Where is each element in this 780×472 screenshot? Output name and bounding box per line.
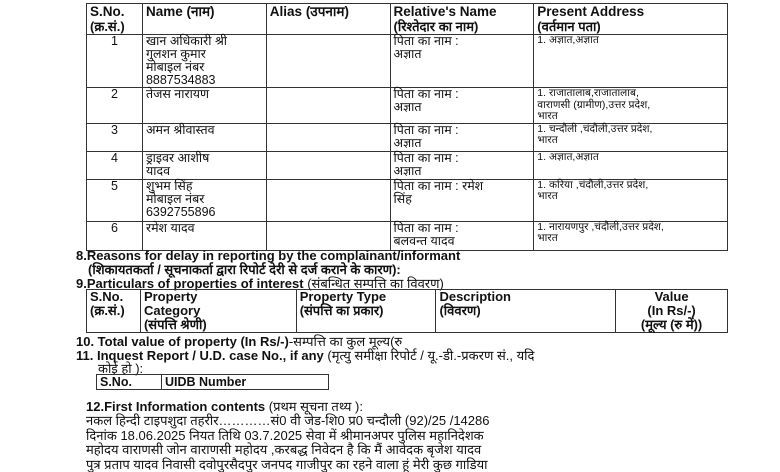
accused-relative-line: सिंह bbox=[394, 193, 531, 206]
accused-sno: 3 bbox=[87, 123, 143, 151]
accused-table bbox=[86, 3, 728, 251]
accused-address-line: भारत bbox=[537, 191, 724, 203]
section10-title bbox=[76, 334, 402, 349]
accused-name-line: मोबाइल नंबर bbox=[146, 61, 263, 74]
accused-sno: 2 bbox=[87, 88, 143, 124]
accused-name bbox=[142, 221, 266, 250]
accused-name-line: गुलशन कुमार bbox=[146, 48, 263, 61]
accused-address-line: वाराणसी (ग्रामीण),उत्तर प्रदेश, bbox=[537, 100, 724, 112]
prop-header-description-line: Description bbox=[439, 290, 612, 304]
accused-name-line: तेजस नारायण bbox=[146, 88, 263, 101]
accused-address bbox=[534, 123, 728, 151]
accused-address-line: भारत bbox=[537, 233, 724, 245]
accused-address bbox=[534, 151, 728, 179]
accused-relative-line: पिता का नाम : bbox=[394, 152, 531, 165]
prop-header-sno-line: (क्र.सं.) bbox=[90, 304, 137, 318]
accused-address-line: भारत bbox=[537, 135, 724, 147]
inquest-table-header bbox=[97, 375, 329, 390]
accused-relative bbox=[390, 35, 534, 88]
section11-title-en: 11. Inquest Report / U.D. case No., if any bbox=[76, 348, 324, 363]
section10-title-hi: -सम्पत्ति का कुल मूल्य(रु bbox=[289, 334, 402, 349]
section11-title bbox=[76, 348, 736, 363]
accused-relative bbox=[390, 179, 534, 221]
accused-name-line: ड्राइवर आशीष bbox=[146, 152, 263, 165]
prop-header-sno bbox=[87, 290, 141, 333]
accused-relative bbox=[390, 151, 534, 179]
section12-title-en: 12.First Information contents bbox=[86, 399, 265, 414]
accused-name bbox=[142, 179, 266, 221]
accused-row bbox=[87, 88, 728, 124]
header-name: Name (नाम) bbox=[142, 4, 266, 35]
accused-sno: 6 bbox=[87, 221, 143, 250]
prop-header-value-line: Value bbox=[619, 290, 724, 304]
accused-name-line: 6392755896 bbox=[146, 206, 263, 219]
accused-address-line: 1. अज्ञात,अज्ञात bbox=[537, 152, 724, 164]
accused-sno: 4 bbox=[87, 151, 143, 179]
header-address: Present Address (वर्तमान पता) bbox=[534, 4, 728, 35]
accused-alias bbox=[266, 123, 390, 151]
accused-row bbox=[87, 179, 728, 221]
prop-header-category bbox=[140, 290, 296, 333]
accused-name-line: शुभम सिंह bbox=[146, 180, 263, 193]
accused-name-line: खान अधिकारी श्री bbox=[146, 35, 263, 48]
accused-address bbox=[534, 88, 728, 124]
prop-header-value-line: (In Rs/-) bbox=[619, 304, 724, 318]
accused-name-line: अमन श्रीवास्तव bbox=[146, 124, 263, 137]
accused-relative-line: पिता का नाम : bbox=[394, 88, 531, 101]
accused-relative-line: बलवन्त यादव bbox=[394, 235, 531, 248]
property-table-header bbox=[87, 290, 728, 333]
accused-sno: 1 bbox=[87, 35, 143, 88]
accused-name-line: मोबाइल नंबर bbox=[146, 193, 263, 206]
accused-alias bbox=[266, 179, 390, 221]
prop-header-category-line: Property bbox=[144, 290, 293, 304]
fir-contents bbox=[86, 414, 736, 472]
accused-address-line: भारत bbox=[537, 111, 724, 123]
accused-name-line: यादव bbox=[146, 165, 263, 178]
accused-relative-line: अज्ञात bbox=[394, 48, 531, 61]
accused-row bbox=[87, 123, 728, 151]
accused-alias bbox=[266, 221, 390, 250]
accused-name bbox=[142, 88, 266, 124]
section11-title-hi: (मृत्यु समीक्षा रिपोर्ट / यू.-डी.-प्रकरण सं., यदि bbox=[327, 348, 534, 363]
fir-line: दिनांक 18.06.2025 नियत तिथि 03.7.2025 सेवा में श्रीमानअपर पुलिस महानिदेशक bbox=[86, 429, 736, 444]
header-relative: Relative's Name (रिश्तेदार का नाम) bbox=[390, 4, 534, 35]
accused-address-line: 1. नारायणपुर ,चंदौली,उत्तर प्रदेश, bbox=[537, 222, 724, 234]
accused-address-line: 1. अज्ञात,अज्ञात bbox=[537, 35, 724, 47]
accused-table-header bbox=[87, 4, 728, 35]
accused-name bbox=[142, 123, 266, 151]
inquest-table bbox=[96, 374, 329, 390]
prop-header-description bbox=[436, 290, 616, 333]
accused-alias bbox=[266, 151, 390, 179]
accused-relative-line: अज्ञात bbox=[394, 101, 531, 114]
prop-header-sno-line: S.No. bbox=[90, 290, 137, 304]
fir-line: नकल हिन्दी टाइपशुदा तहरीर…………सं0 वी जेड-शि0 प्र0 चन्दौली (92)/25 /14286 bbox=[86, 414, 736, 429]
accused-address bbox=[534, 221, 728, 250]
header-alias: Alias (उपनाम) bbox=[266, 4, 390, 35]
fir-line: महोदय वाराणसी जोन वाराणसी महोदय ,करबद्ध निवेदन है कि मैं आवेदक बृजेश यादव bbox=[86, 443, 736, 458]
accused-address-line: 1. चन्दौली ,चंदौली,उत्तर प्रदेश, bbox=[537, 124, 724, 136]
section8-title: 8.Reasons for delay in reporting by the complainant/informant bbox=[76, 248, 460, 263]
section12-title-hi: (प्रथम सूचना तथ्य ): bbox=[269, 399, 363, 414]
accused-address bbox=[534, 179, 728, 221]
header-sno: S.No. (क्र.सं.) bbox=[87, 4, 143, 35]
accused-address-line: 1. करिया ,चंदौली,उत्तर प्रदेश, bbox=[537, 180, 724, 192]
accused-relative bbox=[390, 123, 534, 151]
prop-header-category-line: Category bbox=[144, 304, 293, 318]
accused-relative-line: पिता का नाम : bbox=[394, 222, 531, 235]
accused-row bbox=[87, 35, 728, 88]
accused-table-body bbox=[87, 35, 728, 251]
accused-row bbox=[87, 151, 728, 179]
section10-title-en: 10. Total value of property (In Rs/-) bbox=[76, 334, 289, 349]
accused-relative-line: पिता का नाम : रमेश bbox=[394, 180, 531, 193]
accused-relative-line: पिता का नाम : bbox=[394, 124, 531, 137]
property-table bbox=[86, 289, 728, 333]
accused-alias bbox=[266, 88, 390, 124]
section9-title-en: 9.Particulars of properties of interest bbox=[76, 276, 304, 291]
section11-title-hi2: कोई हो ): bbox=[98, 361, 143, 376]
prop-header-type-line: Property Type bbox=[300, 290, 433, 304]
section9-title-hi: (संबन्धित सम्पत्ति का विवरण) bbox=[307, 276, 444, 291]
accused-name bbox=[142, 35, 266, 88]
prop-header-value bbox=[616, 290, 728, 333]
accused-name-line: 8887534883 bbox=[146, 74, 263, 87]
inquest-header-uidb: UIDB Number bbox=[162, 375, 329, 390]
prop-header-description-line: (विवरण) bbox=[439, 304, 612, 318]
accused-relative bbox=[390, 221, 534, 250]
accused-relative-line: पिता का नाम : bbox=[394, 35, 531, 48]
fir-line: पुत्र प्रताप यादव निवासी दवोपुरसैदपुर जनपद गाजीपुर का रहने वाला हूं मेरी कुछ गाडिया bbox=[86, 458, 736, 472]
accused-address bbox=[534, 35, 728, 88]
prop-header-type-line: (संपत्ति का प्रकार) bbox=[300, 304, 433, 318]
section8-subtitle: (शिकायतकर्ता / सूचनाकर्ता द्वारा रिपोर्ट देरी से दर्ज कराने के कारण): bbox=[88, 262, 401, 277]
accused-alias bbox=[266, 35, 390, 88]
accused-name-line: रमेश यादव bbox=[146, 222, 263, 235]
inquest-header-sno: S.No. bbox=[97, 375, 162, 390]
accused-name bbox=[142, 151, 266, 179]
accused-address-line: 1. राजातालाब,राजातालाब, bbox=[537, 88, 724, 100]
prop-header-value-line: (मूल्य (रु में)) bbox=[619, 318, 724, 332]
prop-header-type bbox=[296, 290, 436, 333]
accused-relative-line: अज्ञात bbox=[394, 165, 531, 178]
section12-title bbox=[86, 399, 363, 414]
accused-row bbox=[87, 221, 728, 250]
accused-sno: 5 bbox=[87, 179, 143, 221]
prop-header-category-line: (संपत्ति श्रेणी) bbox=[144, 318, 293, 332]
accused-relative bbox=[390, 88, 534, 124]
accused-relative-line: अज्ञात bbox=[394, 137, 531, 150]
